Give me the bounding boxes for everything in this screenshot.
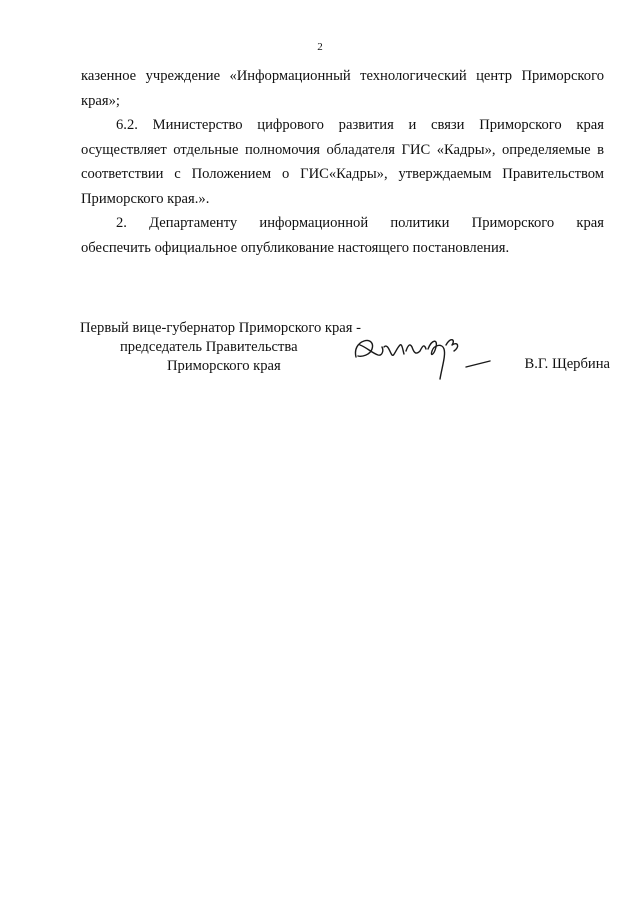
paragraph-6-2: 6.2. Министерство цифрового развития и связи Приморского края осуществляет отдельные полномочия обладателя ГИС «Кадры», определяемые в соответствии с Положением о ГИС«Кадры», утверждаемым Правительством Приморского края.».	[81, 117, 604, 207]
document-body	[81, 64, 604, 260]
signer-position-line2: председатель Правительства	[120, 339, 298, 355]
paragraph-2-line2: обеспечить официальное опубликование настоящего постановления.	[81, 239, 510, 256]
handwritten-signature-icon	[348, 327, 508, 383]
signer-position-line3: Приморского края	[167, 358, 281, 374]
signature-block	[80, 319, 610, 379]
paragraph-continuation: казенное учреждение «Информационный технологический центр Приморского края»;	[81, 68, 604, 109]
signer-position-line1: Первый вице-губернатор Приморского края -	[80, 320, 362, 336]
page-number: 2	[317, 41, 323, 53]
signer-name: В.Г. Щербина	[524, 356, 610, 372]
paragraph-2-line1: 2. Департаменту информационной политики Приморского края	[116, 215, 604, 231]
